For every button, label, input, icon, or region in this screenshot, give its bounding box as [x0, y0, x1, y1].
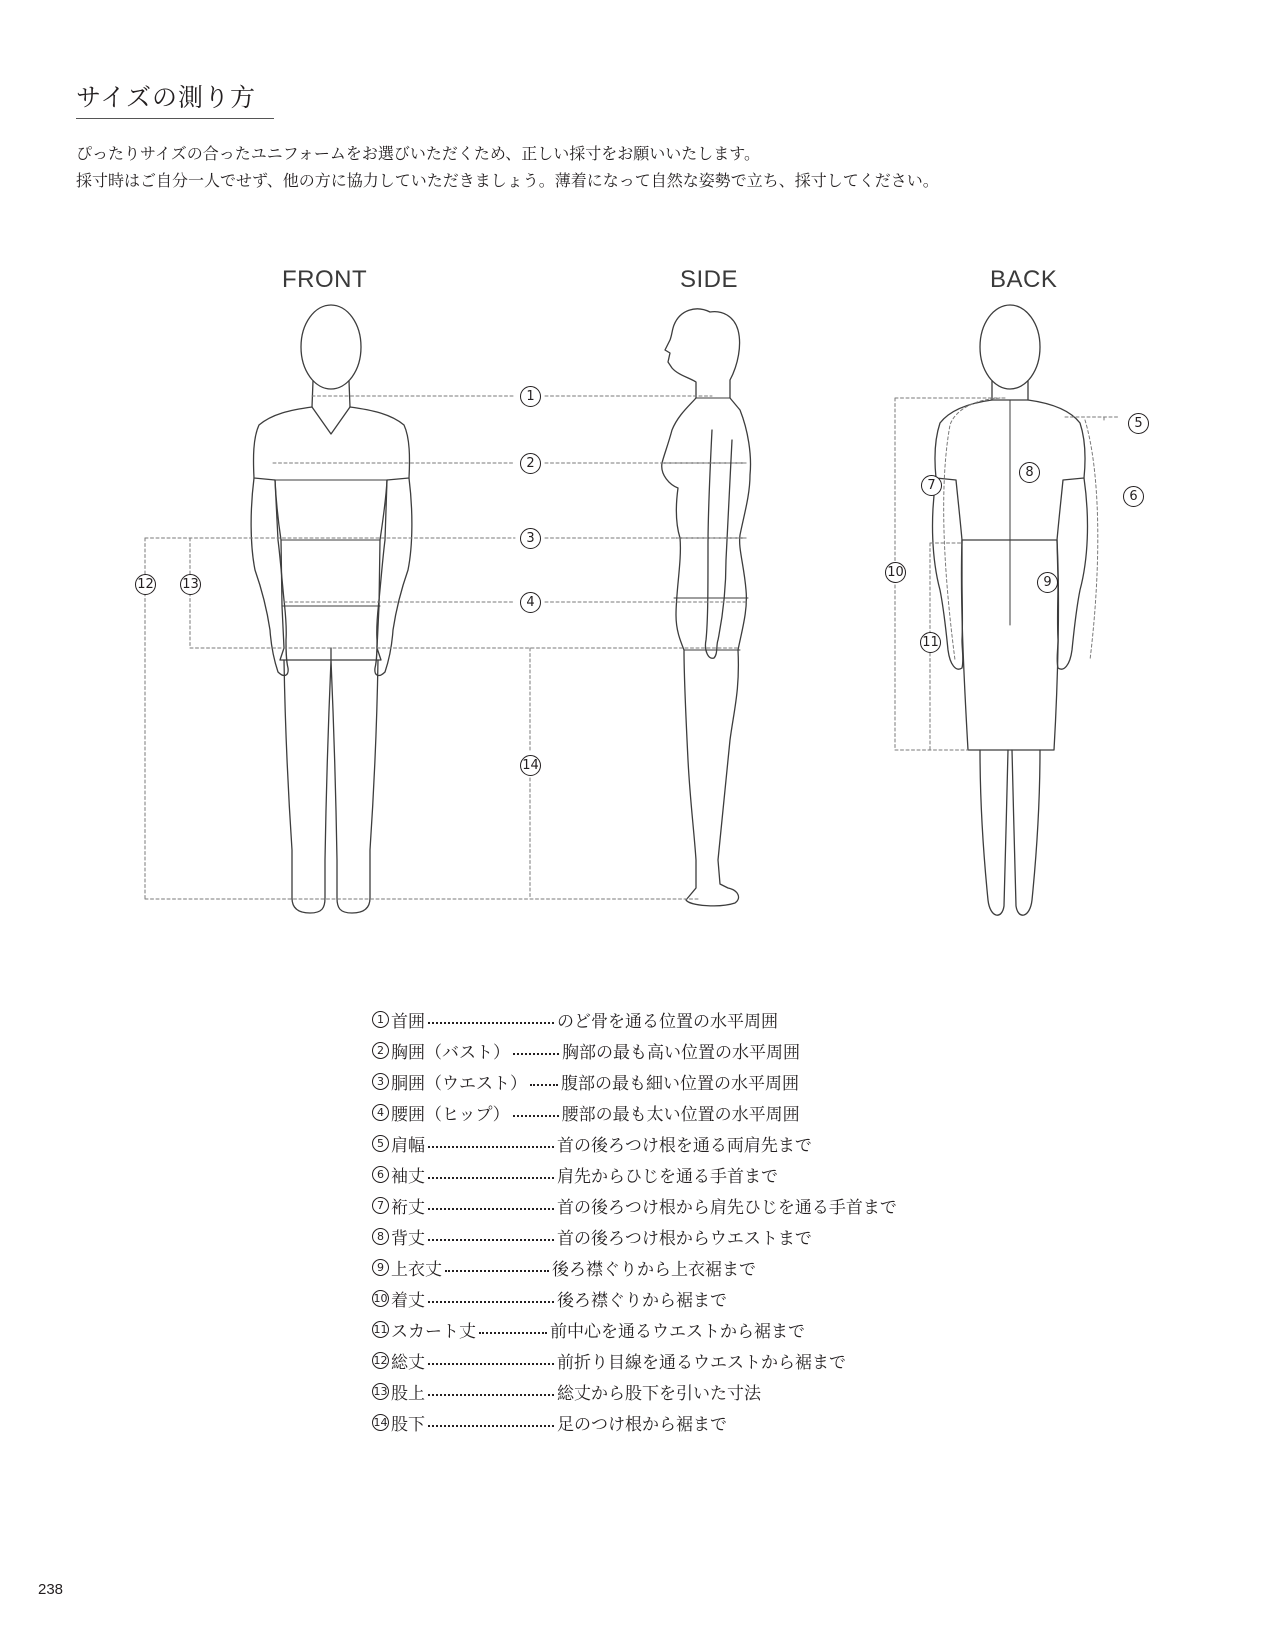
legend-item	[372, 1004, 1012, 1035]
legend-term: スカート丈	[391, 1322, 476, 1342]
back-legs	[980, 750, 1040, 915]
page-title: サイズの測り方	[76, 83, 257, 112]
front-arm-left	[251, 478, 288, 675]
marker-7: 7	[921, 475, 942, 496]
legend-description: 腰部の最も太い位置の水平周囲	[561, 1105, 800, 1125]
legend-term: 上衣丈	[391, 1260, 442, 1280]
marker-3: 3	[520, 528, 541, 549]
marker-13: 13	[180, 574, 201, 595]
legend-item	[372, 1376, 1012, 1407]
legend-description: 後ろ襟ぐりから裾まで	[557, 1291, 727, 1311]
legend-number: 4	[372, 1104, 389, 1121]
title-underline	[76, 118, 274, 119]
leader-dots	[428, 1394, 554, 1396]
front-torso	[254, 407, 410, 660]
marker-8: 8	[1019, 462, 1040, 483]
legend-description: のど骨を通る位置の水平周囲	[557, 1012, 778, 1032]
marker-4: 4	[520, 592, 541, 613]
side-head	[665, 309, 740, 398]
leader-dots	[428, 1239, 554, 1241]
legend-description: 胸部の最も高い位置の水平周囲	[562, 1043, 800, 1063]
legend-number: 8	[372, 1228, 389, 1245]
legend-number: 2	[372, 1042, 389, 1059]
front-head	[301, 305, 361, 389]
legend-number: 1	[372, 1011, 389, 1028]
leader-dots	[428, 1177, 554, 1179]
leader-dots	[428, 1208, 554, 1210]
legend-description: 総丈から股下を引いた寸法	[557, 1384, 761, 1404]
legend-description: 肩先からひじを通る手首まで	[557, 1167, 778, 1187]
front-arm-right	[375, 478, 412, 675]
side-arm	[705, 430, 732, 658]
marker-10: 10	[885, 562, 906, 583]
legend-item	[372, 1035, 1012, 1066]
legend-term: 背丈	[391, 1229, 425, 1249]
leader-dots	[513, 1053, 559, 1055]
legend-term: 股上	[391, 1384, 425, 1404]
marker-11: 11	[920, 632, 941, 653]
front-view-label: FRONT	[282, 266, 368, 293]
legend-term: 袖丈	[391, 1167, 425, 1187]
legend-term: 胴囲（ウエスト）	[391, 1074, 527, 1094]
leader-dots	[428, 1022, 554, 1024]
intro-text	[76, 140, 1216, 194]
back-figure	[933, 305, 1088, 915]
guide-line-7	[944, 398, 1005, 660]
legend-item	[372, 1252, 1012, 1283]
front-shirt-lines	[275, 480, 387, 660]
leader-dots	[479, 1332, 547, 1334]
measurement-legend	[372, 1004, 1012, 1438]
legend-number: 5	[372, 1135, 389, 1152]
marker-6: 6	[1123, 486, 1144, 507]
legend-item	[372, 1066, 1012, 1097]
side-shirt-lines	[662, 398, 748, 650]
intro-line-2: 採寸時はご自分一人でせず、他の方に協力していただきましょう。薄着になって自然な姿勢で立ち、採寸してください。	[76, 171, 939, 190]
legend-description: 足のつけ根から裾まで	[557, 1415, 727, 1435]
guide-line-5	[1065, 417, 1120, 420]
legend-term: 腰囲（ヒップ）	[391, 1105, 510, 1125]
legend-term: 首囲	[391, 1012, 425, 1032]
side-view-label: SIDE	[680, 266, 739, 293]
marker-2: 2	[520, 453, 541, 474]
legend-number: 10	[373, 1292, 388, 1305]
leader-dots	[428, 1425, 554, 1427]
legend-number: 11	[373, 1323, 388, 1336]
legend-item	[372, 1221, 1012, 1252]
page-number: 238	[38, 1581, 64, 1598]
legend-item	[372, 1128, 1012, 1159]
leader-dots	[428, 1146, 554, 1148]
back-view-label: BACK	[990, 266, 1058, 293]
legend-item	[372, 1097, 1012, 1128]
guide-line-10	[895, 398, 1000, 750]
legend-term: 裄丈	[391, 1198, 425, 1218]
legend-number: 13	[373, 1385, 388, 1398]
marker-1: 1	[520, 386, 541, 407]
back-neck	[992, 381, 1028, 400]
legend-number: 12	[373, 1354, 388, 1367]
legend-term: 肩幅	[391, 1136, 425, 1156]
front-legs	[284, 660, 378, 913]
legend-description: 首の後ろつけ根を通る両肩先まで	[557, 1136, 812, 1156]
guide-lines	[145, 396, 1120, 899]
legend-number: 3	[372, 1073, 389, 1090]
measurement-figure	[0, 300, 1280, 960]
legend-number: 14	[373, 1416, 388, 1429]
legend-item	[372, 1190, 1012, 1221]
intro-line-1: ぴったりサイズの合ったユニフォームをお選びいただくため、正しい採寸をお願いいたします。	[76, 144, 761, 163]
legend-description: 後ろ襟ぐりから上衣裾まで	[552, 1260, 756, 1280]
leader-dots	[513, 1115, 559, 1117]
legend-item	[372, 1159, 1012, 1190]
leader-dots	[428, 1301, 554, 1303]
leader-dots	[445, 1270, 549, 1272]
legend-description: 前中心を通るウエストから裾まで	[550, 1322, 805, 1342]
legend-term: 総丈	[391, 1353, 425, 1373]
marker-14: 14	[520, 755, 541, 776]
front-vneck	[312, 407, 350, 434]
legend-description: 首の後ろつけ根から肩先ひじを通る手首まで	[557, 1198, 897, 1218]
side-figure	[662, 309, 751, 906]
legend-item	[372, 1283, 1012, 1314]
marker-9: 9	[1037, 572, 1058, 593]
leader-dots	[428, 1363, 554, 1365]
legend-number: 9	[372, 1259, 389, 1276]
legend-item	[372, 1407, 1012, 1438]
legend-number: 7	[372, 1197, 389, 1214]
legend-item	[372, 1314, 1012, 1345]
legend-description: 前折り目線を通るウエストから裾まで	[557, 1353, 846, 1373]
legend-description: 腹部の最も細い位置の水平周囲	[561, 1074, 799, 1094]
legend-term: 着丈	[391, 1291, 425, 1311]
back-arm-right	[1057, 478, 1087, 669]
legend-description: 首の後ろつけ根からウエストまで	[557, 1229, 812, 1249]
legend-term: 股下	[391, 1415, 425, 1435]
back-head	[980, 305, 1040, 389]
marker-5: 5	[1128, 413, 1149, 434]
legend-term: 胸囲（バスト）	[391, 1043, 510, 1063]
legend-number: 6	[372, 1166, 389, 1183]
legend-item	[372, 1345, 1012, 1376]
marker-12: 12	[135, 574, 156, 595]
leader-dots	[530, 1084, 558, 1086]
